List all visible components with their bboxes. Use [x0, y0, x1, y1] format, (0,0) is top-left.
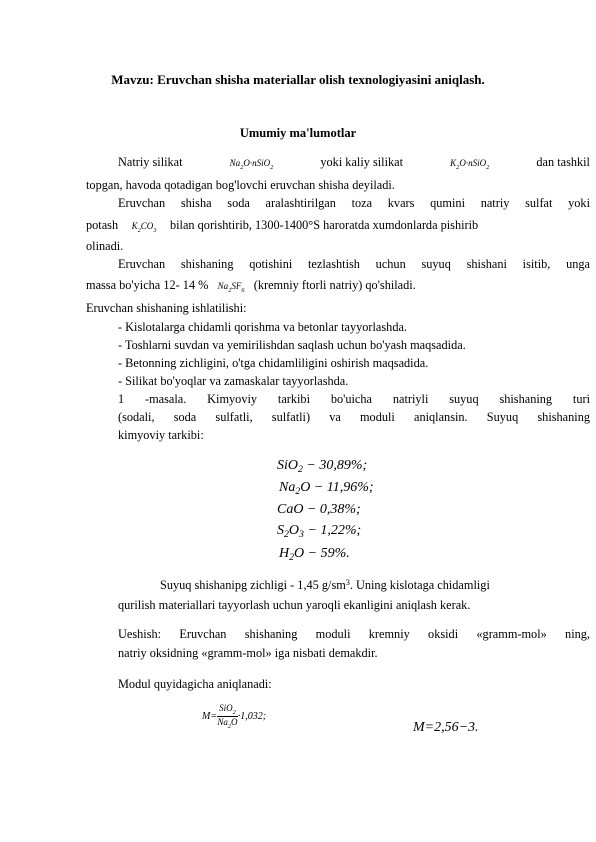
modulus-result: M=2,56−3. [413, 720, 479, 735]
task-line-1: 1 -masala. Kimyoviy tarkibi bo'uicha natriyli suyuq shishaning turi [118, 392, 590, 406]
paragraph-4-line-2: qurilish materiallari tayyorlash uchun yaroqli ekanligini aniqlash kerak. [118, 598, 471, 612]
composition-s2o3: $S_2O_3 - 1,22\%$; [277, 523, 362, 540]
formula-rhs: ·1,032; [237, 711, 267, 722]
paragraph-3-line-1: Eruvchan shishaning qotishini tezlashtish uchun suyuq shishani isitib, unga [118, 257, 590, 271]
text: Suyuq shishanipg zichligi - 1,45 g/sm [160, 578, 346, 592]
text: Natriy silikat [118, 155, 183, 169]
task-line-3: kimyoviy tarkibi: [118, 428, 204, 442]
page-title: Mavzu: Eruvchan shisha materiallar olish texnologiyasini aniqlash. [111, 72, 485, 87]
modul-intro: Modul quyidagicha aniqlanadi: [118, 677, 272, 691]
paragraph-3-line-2 [86, 278, 416, 294]
text-span: bilan qorishtirib, 1300-1400°S haroratda xumdonlarda pishirib [169, 218, 479, 232]
paragraph-2-line-3: olinadi. [86, 239, 124, 253]
composition-sio2: SiO$_2$ − 30,89%; [277, 458, 368, 475]
modulus-formula [202, 703, 266, 730]
formula-na2sf6: $Na_2SF_6$ [217, 281, 245, 294]
solution-line-2: natriy oksidning «gramm-mol» iga nisbati demakdir. [118, 646, 378, 660]
paragraph-1-line-1 [118, 155, 590, 171]
text: potash [86, 218, 119, 232]
composition-na2o: $Na_2O - 11,96\%$; [279, 480, 374, 497]
solution-line-1: Ueshish: Eruvchan shishaning moduli kremniy oksidi «gramm-mol» ning, [118, 627, 590, 641]
paragraph-4-line-1 [160, 578, 490, 593]
fraction [217, 703, 238, 730]
text: yoki kaliy silikat [320, 155, 404, 169]
paragraph-2-line-1: Eruvchan shisha soda aralashtirilgan toza kvars qumini natriy sulfat yoki [118, 196, 590, 210]
text: massa bo'yicha 12- 14 % [86, 278, 209, 292]
text: . Uning kislotaga chidamligi [349, 578, 490, 592]
superscript: 3 [345, 578, 350, 587]
text: (kremniy ftorli natriy) qo'shiladi. [253, 278, 416, 292]
formula-k2o-nsio2: $K_2O\cdot nSiO_2$ [450, 158, 490, 171]
formula-lhs: M= [202, 711, 218, 722]
list-item: - Kislotalarga chidamli qorishma va betonlar tayyorlashda. [118, 320, 408, 334]
task-line-2: (sodali, soda sulfatli, sulfatli) va moduli aniqlansin. Suyuq shishaning [118, 410, 590, 424]
composition-h2o: $H_2O - 59\%$. [279, 546, 350, 563]
paragraph-2-line-2 [86, 218, 590, 234]
list-item: - Betonning zichligini, o'tga chidamliligini oshirish maqsadida. [118, 356, 429, 370]
paragraph-1-line-2: topgan, havoda qotadigan bog'lovchi eruvchan shisha deyiladi. [86, 178, 395, 192]
formula-k2co3: $K_2CO_3$ [131, 221, 157, 234]
list-item: - Silikat bo'yoqlar va zamaskalar tayyorlashda. [118, 374, 349, 388]
list-item: - Toshlarni suvdan va yemirilishdan saqlash uchun bo'yash maqsadida. [118, 338, 466, 352]
composition-cao: CaO − 0,38%; [277, 502, 361, 517]
formula-na2o-nsio2: $Na_2O\cdot nSiO_2$ [229, 158, 274, 171]
section-title: Umumiy ma'lumotlar [239, 126, 357, 140]
text: dan tashkil [536, 155, 590, 169]
uses-heading: Eruvchan shishaning ishlatilishi: [86, 301, 247, 315]
fraction-numerator: SiO$_2$ [219, 703, 236, 716]
text [170, 218, 590, 233]
fraction-denominator: $Na_2O$ [217, 717, 238, 730]
